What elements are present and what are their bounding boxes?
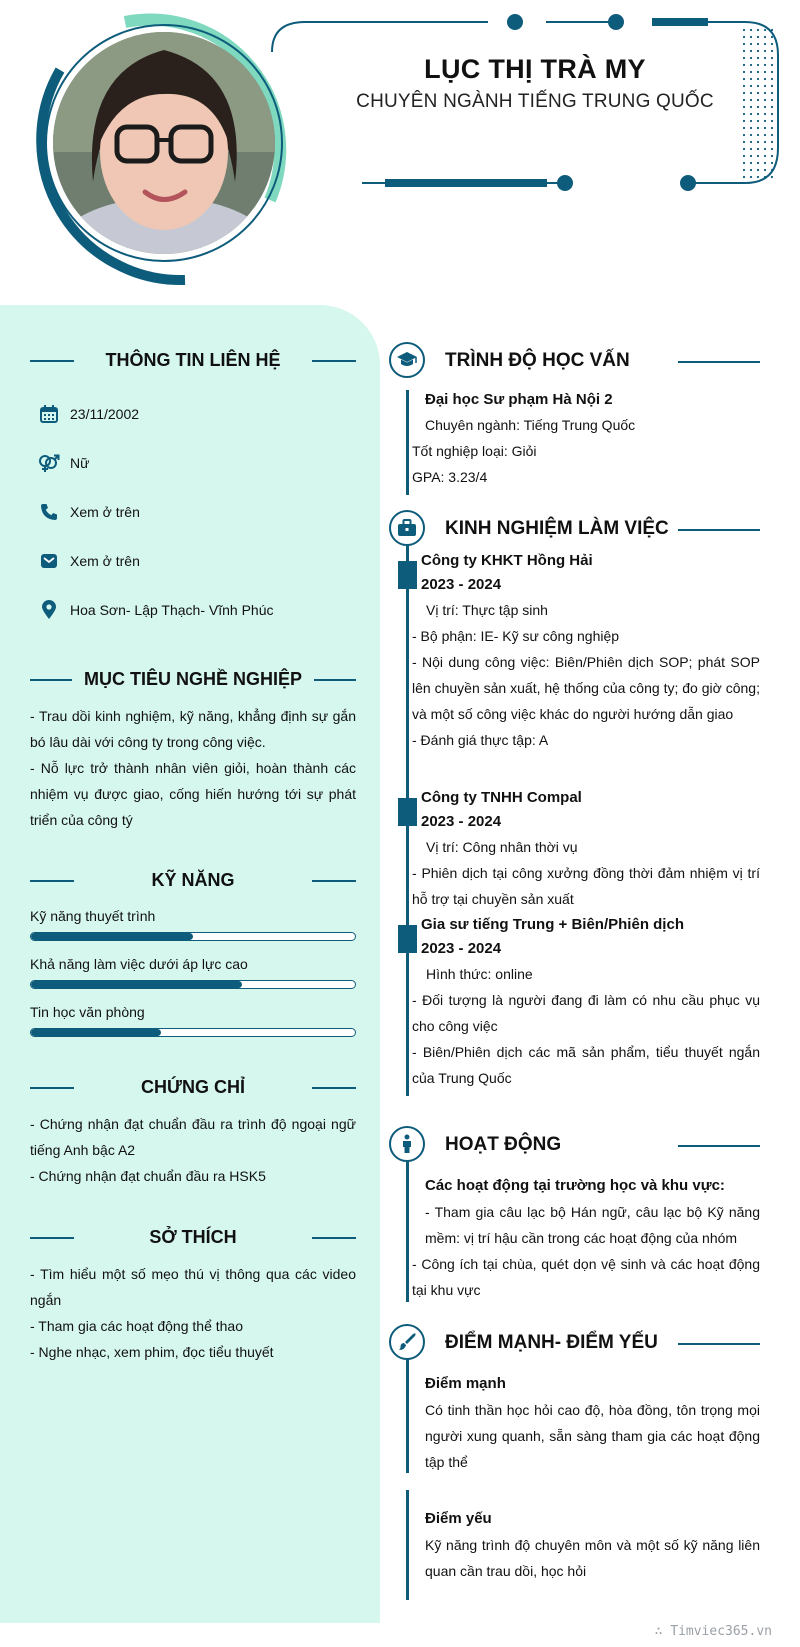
location-pin-icon [38,599,60,621]
job-detail-line: - Biên/Phiên dịch các mã sản phẩm, tiểu thuyết ngắn của Trung Quốc [412,1044,760,1086]
timeline-marker [398,925,417,953]
job-company: Công ty TNHH Compal [421,789,582,806]
certificates-title: CHỨNG CHỈ [30,1077,356,1098]
skills-title: KỸ NĂNG [30,870,356,891]
job-detail-line: - Nội dung công việc: Biên/Phiên dịch SOP; phát SOP lên chuyền sản xuất, hệ thống của công ty; đo giờ công; và một số công việc khác do người hướng dẫn giao [412,654,760,722]
divider [678,361,760,363]
candidate-major: CHUYÊN NGÀNH TIẾNG TRUNG QUỐC [356,91,714,112]
job-role: Vị trí: Công nhân thời vụ [426,839,578,855]
job-detail-line: - Đối tượng là người đang đi làm có nhu cầu phục vụ cho công việc [412,992,760,1034]
skill-bar-fill [31,933,193,940]
job-role: Vị trí: Thực tập sinh [426,602,548,618]
hobby-line: - Nghe nhạc, xem phim, đọc tiểu thuyết [30,1344,274,1360]
skill-label: Khả năng làm việc dưới áp lực cao [30,956,248,972]
job-details [412,987,760,1091]
job-detail-line: - Bộ phận: IE- Kỹ sư công nghiệp [412,628,620,644]
hobby-line: - Tham gia các hoạt động thể thao [30,1318,243,1334]
strengths-title: ĐIỂM MẠNH- ĐIỂM YẾU [445,1332,658,1353]
email-value: Xem ở trên [70,553,140,569]
education-gpa: GPA: 3.23/4 [412,469,488,485]
activities-heading: Các hoạt động tại trường học và khu vực: [425,1177,725,1194]
contact-gender [38,450,89,476]
person-icon [389,1126,425,1162]
contact-address [38,597,274,623]
timeline-line [406,390,409,495]
graduation-cap-icon [389,342,425,378]
objective-line: - Trau dồi kinh nghiệm, kỹ năng, khẳng định sự gắn bó lâu dài với công ty trong công việc. [30,708,356,750]
candidate-name: LỤC THỊ TRÀ MY [424,54,646,84]
divider [678,1145,760,1147]
contact-phone [38,499,140,525]
objective-title: MỤC TIÊU NGHỀ NGHIỆP [30,669,356,690]
calendar-icon [38,403,60,425]
certificate-line: - Chứng nhận đạt chuẩn đầu ra trình độ ngoại ngữ tiếng Anh bậc A2 [30,1116,356,1158]
skill-bar-fill [31,1029,161,1036]
gender-value: Nữ [70,455,90,471]
job-details [412,623,760,753]
activities-line: - Tham gia câu lạc bộ Hán ngữ, câu lạc bộ Kỹ năng mềm: vị trí hậu cần trong các hoạt động của nhóm [425,1204,760,1246]
skill-bar [30,1028,356,1037]
contact-email [38,548,140,574]
job-period: 2023 - 2024 [421,940,502,957]
activities-line: - Công ích tại chùa, quét dọn vệ sinh và các hoạt động tại khu vực [412,1256,760,1298]
strength-text: Có tinh thần học hỏi cao độ, hòa đồng, tôn trọng mọi người xung quanh, sẵn sàng tham gia các hoạt động tập thể [425,1402,760,1470]
education-title: TRÌNH ĐỘ HỌC VẤN [445,350,630,371]
strength-heading: Điểm mạnh [425,1375,506,1392]
profile-photo [53,32,275,254]
phone-value: Xem ở trên [70,504,140,520]
skill-label: Kỹ năng thuyết trình [30,908,156,924]
timeline-line [406,1355,409,1473]
briefcase-icon [389,510,425,546]
education-major: Chuyên ngành: Tiếng Trung Quốc [425,417,636,433]
school-name: Đại học Sư phạm Hà Nội 2 [425,391,613,408]
timeline-marker [398,561,417,589]
job-company: Gia sư tiếng Trung + Biên/Phiên dịch [421,916,684,933]
watermark: ∴ Timviec365.vn [654,1624,772,1639]
skill-bar-fill [31,981,242,988]
timeline-marker [398,798,417,826]
activities-title: HOẠT ĐỘNG [445,1134,562,1155]
weakness-text: Kỹ năng trình độ chuyên môn và một số kỹ năng liên quan cần trau dồi, học hỏi [425,1537,760,1579]
education-grade: Tốt nghiệp loại: Giỏi [412,443,537,459]
job-detail-line: - Đánh giá thực tập: A [412,732,549,748]
job-role: Hình thức: online [426,966,533,982]
job-detail-line: - Phiên dịch tại công xưởng đồng thời đảm nhiệm vị trí hỗ trợ tại chuyền sản xuất [412,865,760,907]
experience-title: KINH NGHIỆM LÀM VIỆC [445,518,669,539]
skill-bar [30,932,356,941]
timeline-line [406,1490,409,1600]
paintbrush-icon [389,1324,425,1360]
address-value: Hoa Sơn- Lập Thạch- Vĩnh Phúc [70,602,274,618]
hobbies-title: SỞ THÍCH [30,1227,356,1248]
phone-icon [38,501,60,523]
hobbies-text [30,1261,356,1365]
job-period: 2023 - 2024 [421,813,502,830]
hobby-line: - Tìm hiểu một số mẹo thú vị thông qua các video ngắn [30,1266,356,1308]
job-details [412,860,760,912]
certificates-text [30,1111,356,1189]
gender-icon [38,452,60,474]
contact-title: THÔNG TIN LIÊN HỆ [30,350,356,371]
job-period: 2023 - 2024 [421,576,502,593]
skill-bar [30,980,356,989]
birthday-value: 23/11/2002 [70,406,140,422]
skill-label: Tin học văn phòng [30,1004,145,1020]
objective-text [30,703,356,833]
email-icon [38,550,60,572]
divider [678,529,760,531]
objective-line: - Nỗ lực trở thành nhân viên giỏi, hoàn thành các nhiệm vụ được giao, cống hiến hướng tới sự phát triển của công tý [30,760,356,828]
divider [678,1343,760,1345]
contact-birthday [38,401,139,427]
job-company: Công ty KHKT Hồng Hải [421,552,593,569]
certificate-line: - Chứng nhận đạt chuẩn đầu ra HSK5 [30,1168,266,1184]
weakness-heading: Điểm yếu [425,1510,492,1527]
timeline-line [406,1152,409,1302]
